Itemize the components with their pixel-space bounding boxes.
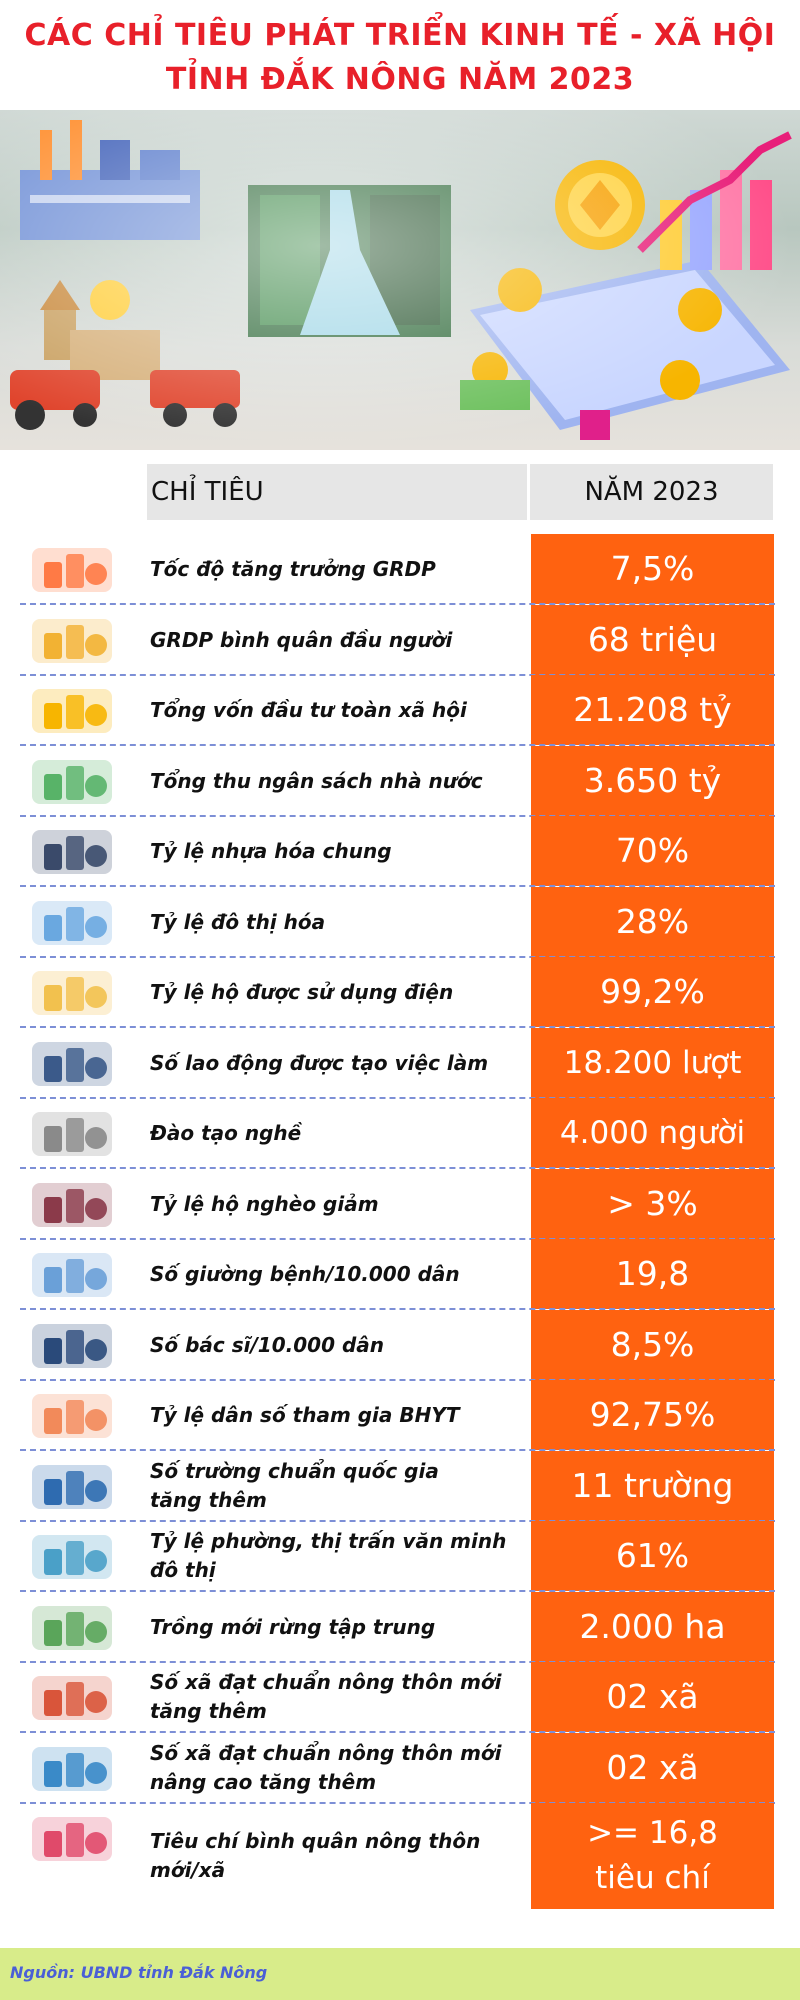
city-buildings-icon <box>26 893 118 953</box>
indicator-label: Tổng thu ngân sách nhà nước <box>150 768 483 793</box>
indicator-value: 3.650 tỷ <box>531 746 774 816</box>
table-row <box>20 1803 775 1909</box>
table-row <box>20 1028 775 1098</box>
indicator-label: Đào tạo nghề <box>150 1120 302 1145</box>
table-row <box>20 1521 775 1591</box>
indicator-value: 11 trường <box>531 1451 774 1521</box>
title-line-2: TỈNH ĐẮK NÔNG NĂM 2023 <box>165 62 635 97</box>
table-row <box>20 605 775 675</box>
table-row <box>20 1310 775 1380</box>
road-intersection-icon <box>26 822 118 882</box>
indicator-value: 02 xã <box>531 1733 774 1803</box>
indicator-label: Số lao động được tạo việc làm <box>150 1050 489 1075</box>
table-row <box>20 1239 775 1309</box>
tree-planting-icon <box>26 1598 118 1658</box>
indicator-label: Tỷ lệ phường, thị trấn văn minh đô thị <box>150 1529 507 1582</box>
indicator-value: 99,2% <box>531 957 774 1027</box>
doctor-icon <box>26 1316 118 1376</box>
indicator-value: > 3% <box>531 1169 774 1239</box>
school-building-icon <box>26 1457 118 1517</box>
indicator-label: GRDP bình quân đầu người <box>150 627 453 652</box>
workers-icon <box>26 1034 118 1094</box>
table-row <box>20 1592 775 1662</box>
rural-house-advanced-icon <box>26 1739 118 1799</box>
indicator-label: Tiêu chí bình quân nông thôn mới/xã <box>150 1829 481 1882</box>
table-row <box>20 746 775 816</box>
money-bag-hand-icon <box>26 611 118 671</box>
table-row <box>20 1733 775 1803</box>
hero-illustration <box>0 110 800 450</box>
table-row <box>20 1380 775 1450</box>
indicator-label: Tổng vốn đầu tư toàn xã hội <box>150 697 467 722</box>
cash-stacks-icon <box>26 752 118 812</box>
indicator-value: 2.000 ha <box>531 1592 774 1662</box>
indicator-label: Tỷ lệ hộ nghèo giảm <box>150 1191 379 1216</box>
table-row <box>20 1451 775 1521</box>
electricity-icon <box>26 963 118 1023</box>
indicator-label: Số trường chuẩn quốc gia tăng thêm <box>150 1459 439 1512</box>
indicator-value: 28% <box>531 887 774 957</box>
infographic-title <box>0 0 800 110</box>
title-line-1: CÁC CHỈ TIÊU PHÁT TRIỂN KINH TẾ - XÃ HỘI <box>24 18 776 53</box>
poor-household-icon <box>26 1175 118 1235</box>
indicator-value: 61% <box>531 1521 774 1591</box>
indicator-label: Tỷ lệ nhựa hóa chung <box>150 838 392 863</box>
header-indicator: CHỈ TIÊU <box>147 464 527 520</box>
indicator-label: Số giường bệnh/10.000 dân <box>150 1261 460 1286</box>
table-row <box>20 816 775 886</box>
indicator-label: Trồng mới rừng tập trung <box>150 1614 436 1639</box>
hospital-bed-icon <box>26 1245 118 1305</box>
rural-house-icon <box>26 1668 118 1728</box>
indicator-value: 7,5% <box>531 534 774 604</box>
indicator-value: 8,5% <box>531 1310 774 1380</box>
table-row <box>20 534 775 604</box>
source-text: Nguồn: UBND tỉnh Đắk Nông <box>10 1963 268 1982</box>
indicator-label: Tốc độ tăng trưởng GRDP <box>150 556 436 581</box>
indicator-value: >= 16,8 tiêu chí <box>531 1803 774 1909</box>
header-year: NĂM 2023 <box>530 464 773 520</box>
indicator-value: 18.200 lượt <box>531 1028 774 1098</box>
indicator-value: 21.208 tỷ <box>531 675 774 745</box>
indicator-value: 02 xã <box>531 1662 774 1732</box>
civilized-town-icon <box>26 1527 118 1587</box>
indicator-label: Tỷ lệ đô thị hóa <box>150 909 326 934</box>
indicator-label: Tỷ lệ hộ được sử dụng điện <box>150 979 454 1004</box>
table-row <box>20 1098 775 1168</box>
table-row <box>20 1662 775 1732</box>
indicator-value: 68 triệu <box>531 605 774 675</box>
vocational-training-icon <box>26 1104 118 1164</box>
checklist-icon <box>26 1809 118 1869</box>
source-footer <box>0 1948 800 2000</box>
indicator-label: Số bác sĩ/10.000 dân <box>150 1332 384 1357</box>
indicator-value: 19,8 <box>531 1239 774 1309</box>
indicator-value: 92,75% <box>531 1380 774 1450</box>
health-insurance-icon <box>26 1386 118 1446</box>
indicator-label: Số xã đạt chuẩn nông thôn mới nâng cao tăng thêm <box>150 1741 502 1794</box>
coin-stacks-icon <box>26 681 118 741</box>
growth-chart-coins-icon <box>26 540 118 600</box>
table-row <box>20 1169 775 1239</box>
indicator-value: 4.000 người <box>531 1098 774 1168</box>
indicator-label: Số xã đạt chuẩn nông thôn mới tăng thêm <box>150 1670 502 1723</box>
table-row <box>20 675 775 745</box>
table-row <box>20 957 775 1027</box>
indicator-value: 70% <box>531 816 774 886</box>
indicator-label: Tỷ lệ dân số tham gia BHYT <box>150 1402 460 1427</box>
table-row <box>20 887 775 957</box>
